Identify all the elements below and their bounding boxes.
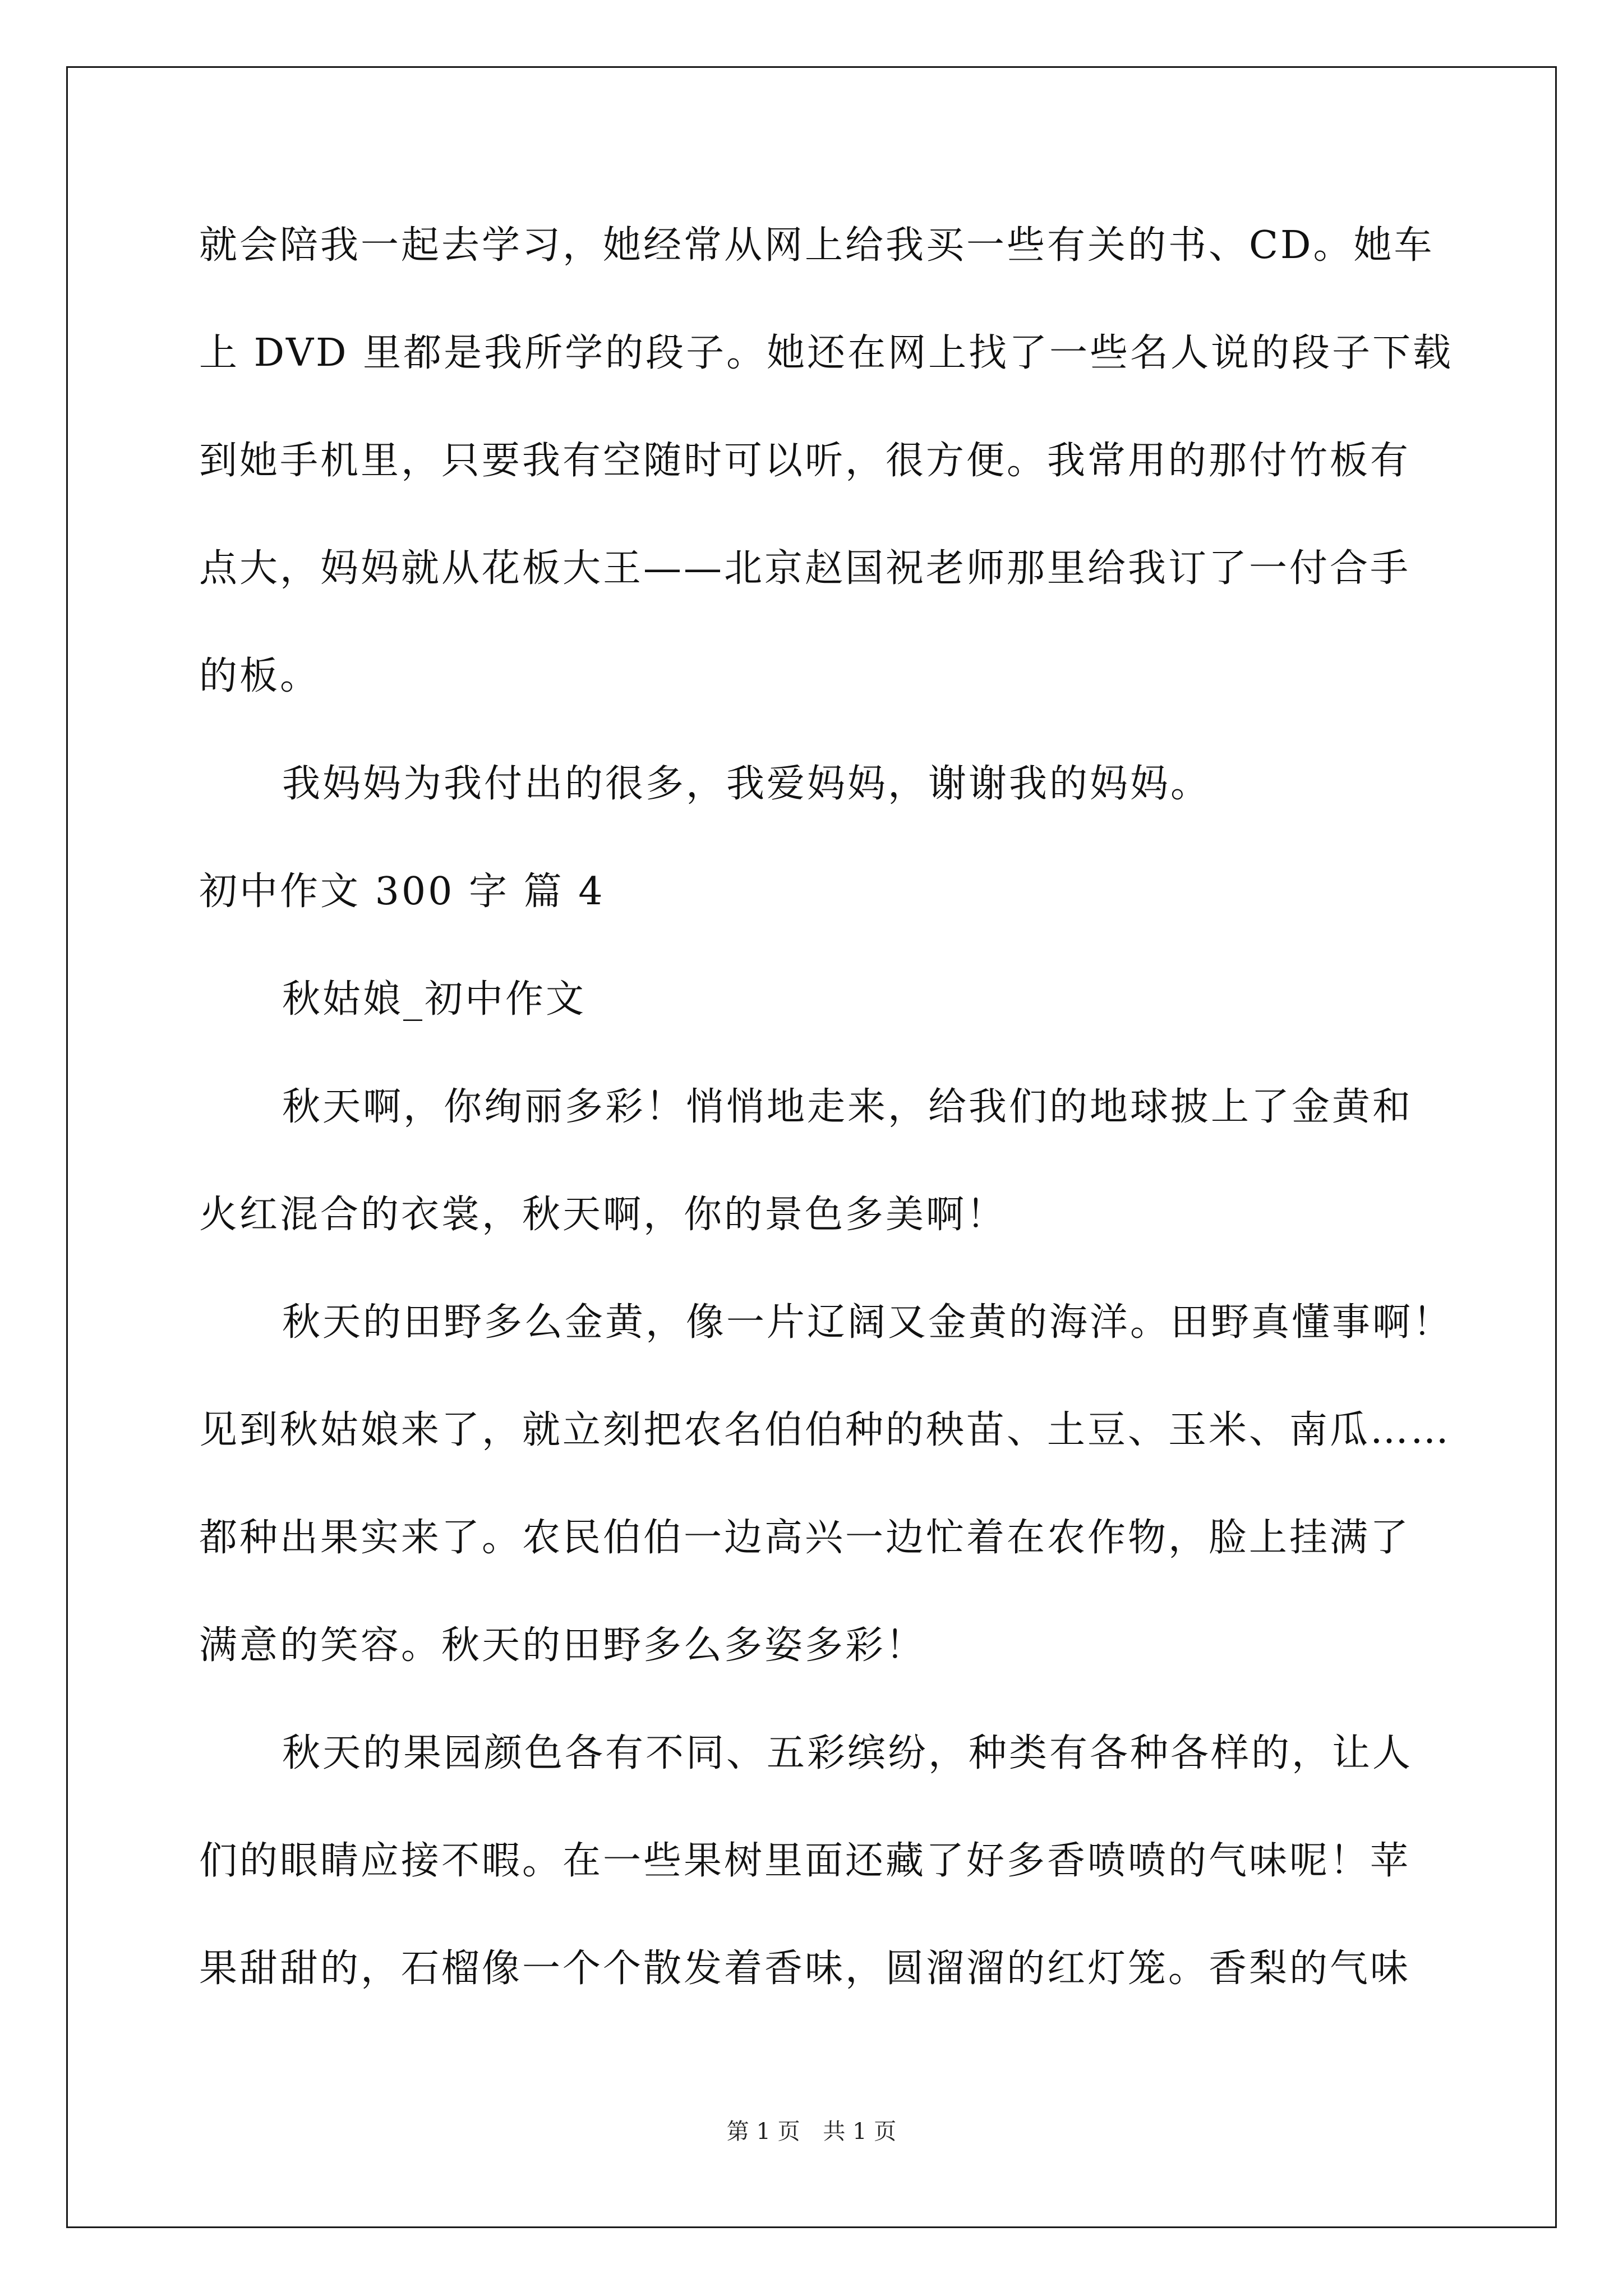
text-line: 就会陪我一起去学习，她经常从网上给我买一些有关的书、CD。她车	[199, 223, 1435, 268]
text-line: 到她手机里，只要我有空随时可以听，很方便。我常用的那付竹板有	[199, 439, 1411, 483]
text-line: 秋天啊，你绚丽多彩！悄悄地走来，给我们的地球披上了金黄和	[282, 1085, 1413, 1129]
page-footer	[0, 2118, 1623, 2146]
text-line: 秋天的田野多么金黄，像一片辽阔又金黄的海洋。田野真懂事啊！	[282, 1300, 1454, 1345]
section-heading: 初中作文 300 字 篇 4	[199, 869, 605, 914]
text-line: 火红混合的衣裳，秋天啊，你的景色多美啊！	[199, 1193, 1007, 1237]
text-line: 见到秋姑娘来了，就立刻把农名伯伯种的秧苗、土豆、玉米、南瓜……	[199, 1408, 1451, 1452]
text-line: 们的眼睛应接不暇。在一些果树里面还藏了好多香喷喷的气味呢！苹	[199, 1839, 1411, 1883]
text-line: 满意的笑容。秋天的田野多么多姿多彩！	[199, 1623, 926, 1668]
text-line: 秋天的果园颜色各有不同、五彩缤纷，种类有各种各样的，让人	[282, 1731, 1413, 1775]
text-line: 上 DVD 里都是我所学的段子。她还在网上找了一些名人说的段子下载	[199, 331, 1454, 375]
page-number: 第 1 页	[726, 2119, 800, 2145]
text-line: 点大，妈妈就从花板大王——北京赵国祝老师那里给我订了一付合手	[199, 546, 1411, 591]
text-line: 都种出果实来了。农民伯伯一边高兴一边忙着在农作物，脸上挂满了	[199, 1516, 1411, 1560]
page-total: 共 1 页	[823, 2119, 897, 2145]
text-line: 果甜甜的，石榴像一个个散发着香味，圆溜溜的红灯笼。香梨的气味	[199, 1947, 1411, 1991]
document-body	[199, 219, 1454, 2050]
text-line: 我妈妈为我付出的很多，我爱妈妈，谢谢我的妈妈。	[282, 762, 1211, 806]
essay-title: 秋姑娘_初中作文	[282, 977, 587, 1022]
text-line: 的板。	[199, 654, 321, 698]
